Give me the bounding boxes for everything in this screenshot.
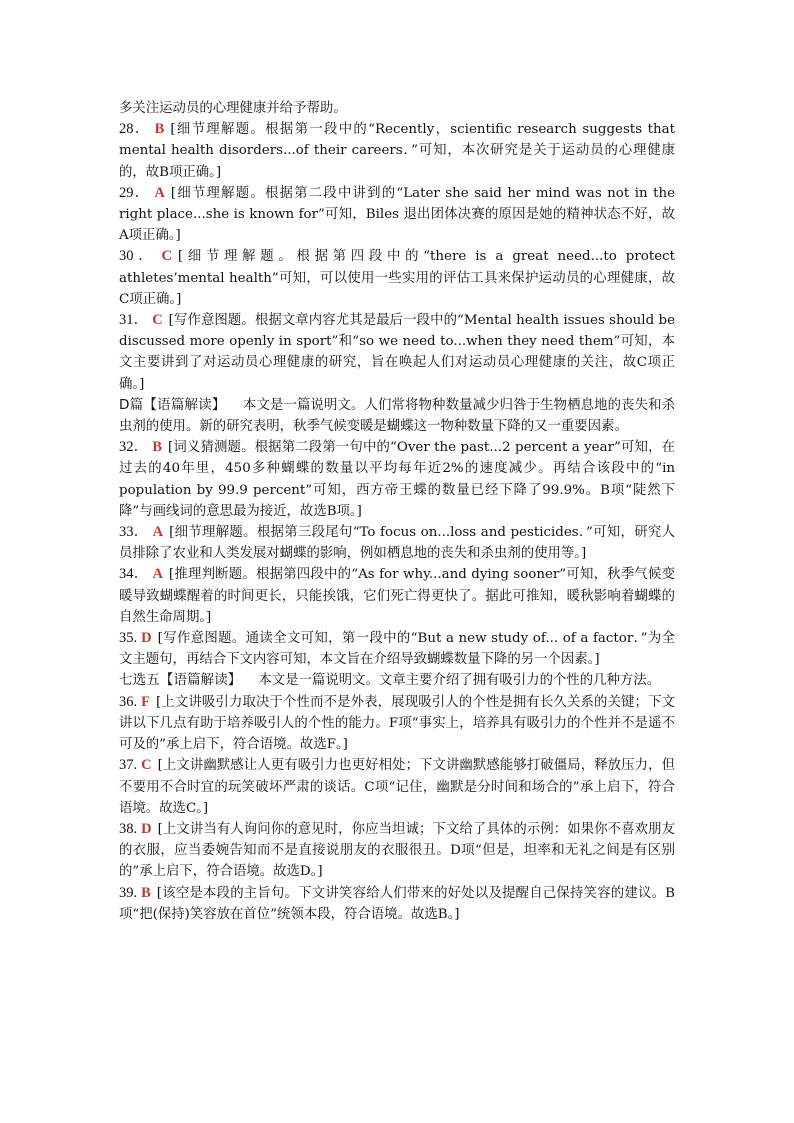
intro-tail: 多关注运动员的心理健康并给予帮助。 (119, 101, 347, 116)
answer-letter: F (141, 693, 150, 710)
section-heading: 七选五【语篇解读】 (119, 672, 242, 689)
item-number: 31． (119, 312, 149, 329)
item-explanation: [推理判断题。根据第四段中的“As for why...and dying sooner”可知，秋季气候变暖导致蝴蝶醒着的时间更长，只能挨饿，它们死亡得更快了。据此可推知，暖秋影响着蝴蝶的自然生命周期。] (119, 567, 675, 625)
answer-item-35 (119, 628, 675, 670)
item-number: 35. (119, 630, 138, 647)
item-number: 33． (119, 524, 149, 541)
answer-letter: B (152, 439, 162, 456)
answer-item-30 (119, 246, 675, 310)
item-explanation: [上文讲吸引力取决于个性而不是外表，展现吸引人的个性是拥有长久关系的关键；下文讲以下几点有助于培养吸引人的个性的能力。F项“事实上，培养具有吸引力的个性并不是遥不可及的”承上启下，符合语境。故选F。] (119, 694, 675, 753)
answer-letter: A (152, 524, 164, 541)
answer-item-28 (119, 119, 675, 183)
item-explanation: [细节理解题。根据第一段中的“Recently，scientific research suggests that mental health disorders...of their careers．”可知，本次研究是关于运动员的心理健康的，故B项正确。] (119, 122, 676, 180)
section-7-summary (119, 670, 675, 691)
item-explanation: [上文讲当有人询问你的意见时，你应当坦诚；下文给了具体的示例：如果你不喜欢朋友的衣服，应当委婉告知而不是直接说朋友的衣服很丑。D项“但是，坦率和无礼之间是有区别的”承上启下，符合语境。故选D。] (119, 821, 675, 880)
answer-item-34 (119, 564, 675, 628)
item-explanation: [该空是本段的主旨句。下文讲笑容给人们带来的好处以及提醒自己保持笑容的建议。B项“把(保持)笑容放在首位”统领本段，符合语境。故选B。] (119, 885, 675, 922)
section-summary: 本文是一篇说明文。文章主要介绍了拥有吸引力的个性的几种方法。 (258, 673, 661, 689)
item-number: 29． (119, 184, 151, 201)
answer-letter: B (141, 884, 151, 901)
answer-item-36 (119, 692, 675, 756)
answer-document (119, 98, 675, 925)
item-explanation: [写作意图题。根据文章内容尤其是最后一段中的“Mental health issues should be discussed more openly in sport”和“so we need to...when they need them”可知，本文主要讲到了对运动员心理健康的研究，旨在唤起人们对运动员心理健康的关注，故C项正确。] (119, 313, 675, 392)
item-number: 37. (119, 757, 138, 774)
item-number: 28． (119, 121, 151, 138)
answer-item-38 (119, 819, 675, 883)
answer-item-29 (119, 183, 675, 247)
answer-letter: C (161, 248, 172, 265)
section-d-summary (119, 395, 675, 437)
item-explanation: [词义猜测题。根据第二段第一句中的“Over the past...2 percent a year”可知，在过去的40年里，450多种蝴蝶的数量以平均每年近2%的速度减少。再结合该段中的“in population by 99.9 percent”可知，西方帝王蝶的数量已经下降了99.9%。B项“陡然下降”与画线词的意思最为接近，故选B项。] (119, 440, 676, 519)
section-summary: 本文是一篇说明文。人们常将物种数量减少归咎于生物栖息地的丧失和杀虫剂的使用。新的研究表明，秋季气候变暖是蝴蝶这一物种数量下降的又一重要因素。 (119, 397, 676, 435)
item-number: 36. (119, 693, 138, 710)
answer-letter: D (141, 820, 152, 837)
item-explanation: [上文讲幽默感让人更有吸引力也更好相处；下文讲幽默感能够打破僵局，释放压力，但不要用不合时宜的玩笑破坏严肃的谈话。C项“记住，幽默是分时间和场合的”承上启下，符合语境。故选C。] (119, 758, 675, 816)
item-explanation: [细节理解题。根据第二段中讲到的“Later she said her mind was not in the right place...she is known for”可知，Biles 退出团体决赛的原因是她的精神状态不好，故A项正确。] (119, 185, 675, 244)
answer-item-39 (119, 883, 675, 925)
answer-letter: C (152, 312, 163, 329)
item-number: 34． (119, 566, 149, 583)
item-number: 38. (119, 820, 138, 837)
answer-letter: D (141, 630, 152, 647)
item-explanation: [细节理解题。根据第四段中的“there is a great need...to protect athletes’mental health”可知，可以使用一些实用的评估工具来保护运动员的心理健康，故C项正确。] (119, 249, 676, 307)
answer-letter: A (154, 184, 165, 201)
item-explanation: [写作意图题。通读全文可知，第一段中的“But a new study of... of a factor．”为全文主题句，再结合下文内容可知，本文旨在介绍导致蝴蝶数量下降的另一个因素。] (119, 631, 675, 668)
answer-letter: B (154, 121, 165, 138)
answer-item-32 (119, 437, 675, 522)
answer-item-33 (119, 522, 675, 564)
answer-item-31 (119, 310, 675, 395)
section-heading: D篇【语篇解读】 (119, 396, 226, 413)
item-number: 39. (119, 884, 138, 901)
answer-letter: C (141, 757, 152, 774)
answer-letter: A (152, 566, 163, 583)
item-number: 30． (119, 248, 158, 265)
item-explanation: [细节理解题。根据第三段尾句“To focus on...loss and pesticides．”可知，研究人员排除了农业和人类发展对蝴蝶的影响，例如栖息地的丧失和杀虫剂的使用等。] (119, 525, 675, 562)
answer-item-37 (119, 755, 675, 819)
item-number: 32． (119, 439, 149, 456)
